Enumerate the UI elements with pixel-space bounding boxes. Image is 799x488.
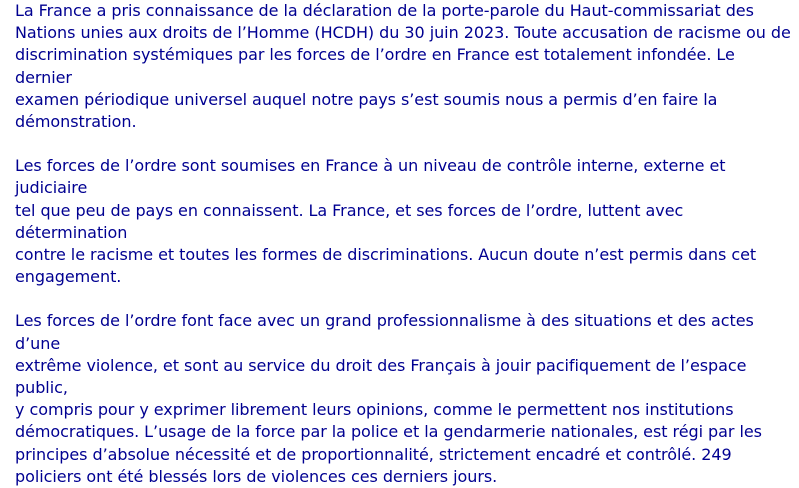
paragraph-hcdh-declaration: La France a pris connaissance de la déclaration de la porte-parole du Haut-commissariat des Nations unies aux droits de l’Homme (HCDH) du 30 juin 2023. Toute accusation de racisme ou de discrimination systémiques par les forces de l’ordre en France est totalement infondée. Le dernier examen périodique universel auquel notre pays s’est soumis nous a permis d’en faire la démonstration. (15, 1, 791, 132)
paragraph-professionalism: Les forces de l’ordre font face avec un grand professionnalisme à des situations et des actes d’une extrême violence, et sont au service du droit des Français à jouir pacifiquement de l’espace public, y compris pour y exprimer librement leurs opinions, comme le permettent nos institutions démocratiques. L’usage de la force par la police et la gendarmerie nationales, est régi par les principes d’absolue nécessité et de proportionnalité, strictement encadré et contrôlé. 249 policiers ont été blessés lors de violences ces derniers jours. (15, 311, 762, 486)
statement-text (15, 0, 795, 488)
paragraph-control-forces: Les forces de l’ordre sont soumises en France à un niveau de contrôle interne, externe et judiciaire tel que peu de pays en connaissent. La France, et ses forces de l’ordre, luttent avec détermination contre le racisme et toutes les formes de discriminations. Aucun doute n’est permis dans cet engagement. (15, 156, 757, 287)
